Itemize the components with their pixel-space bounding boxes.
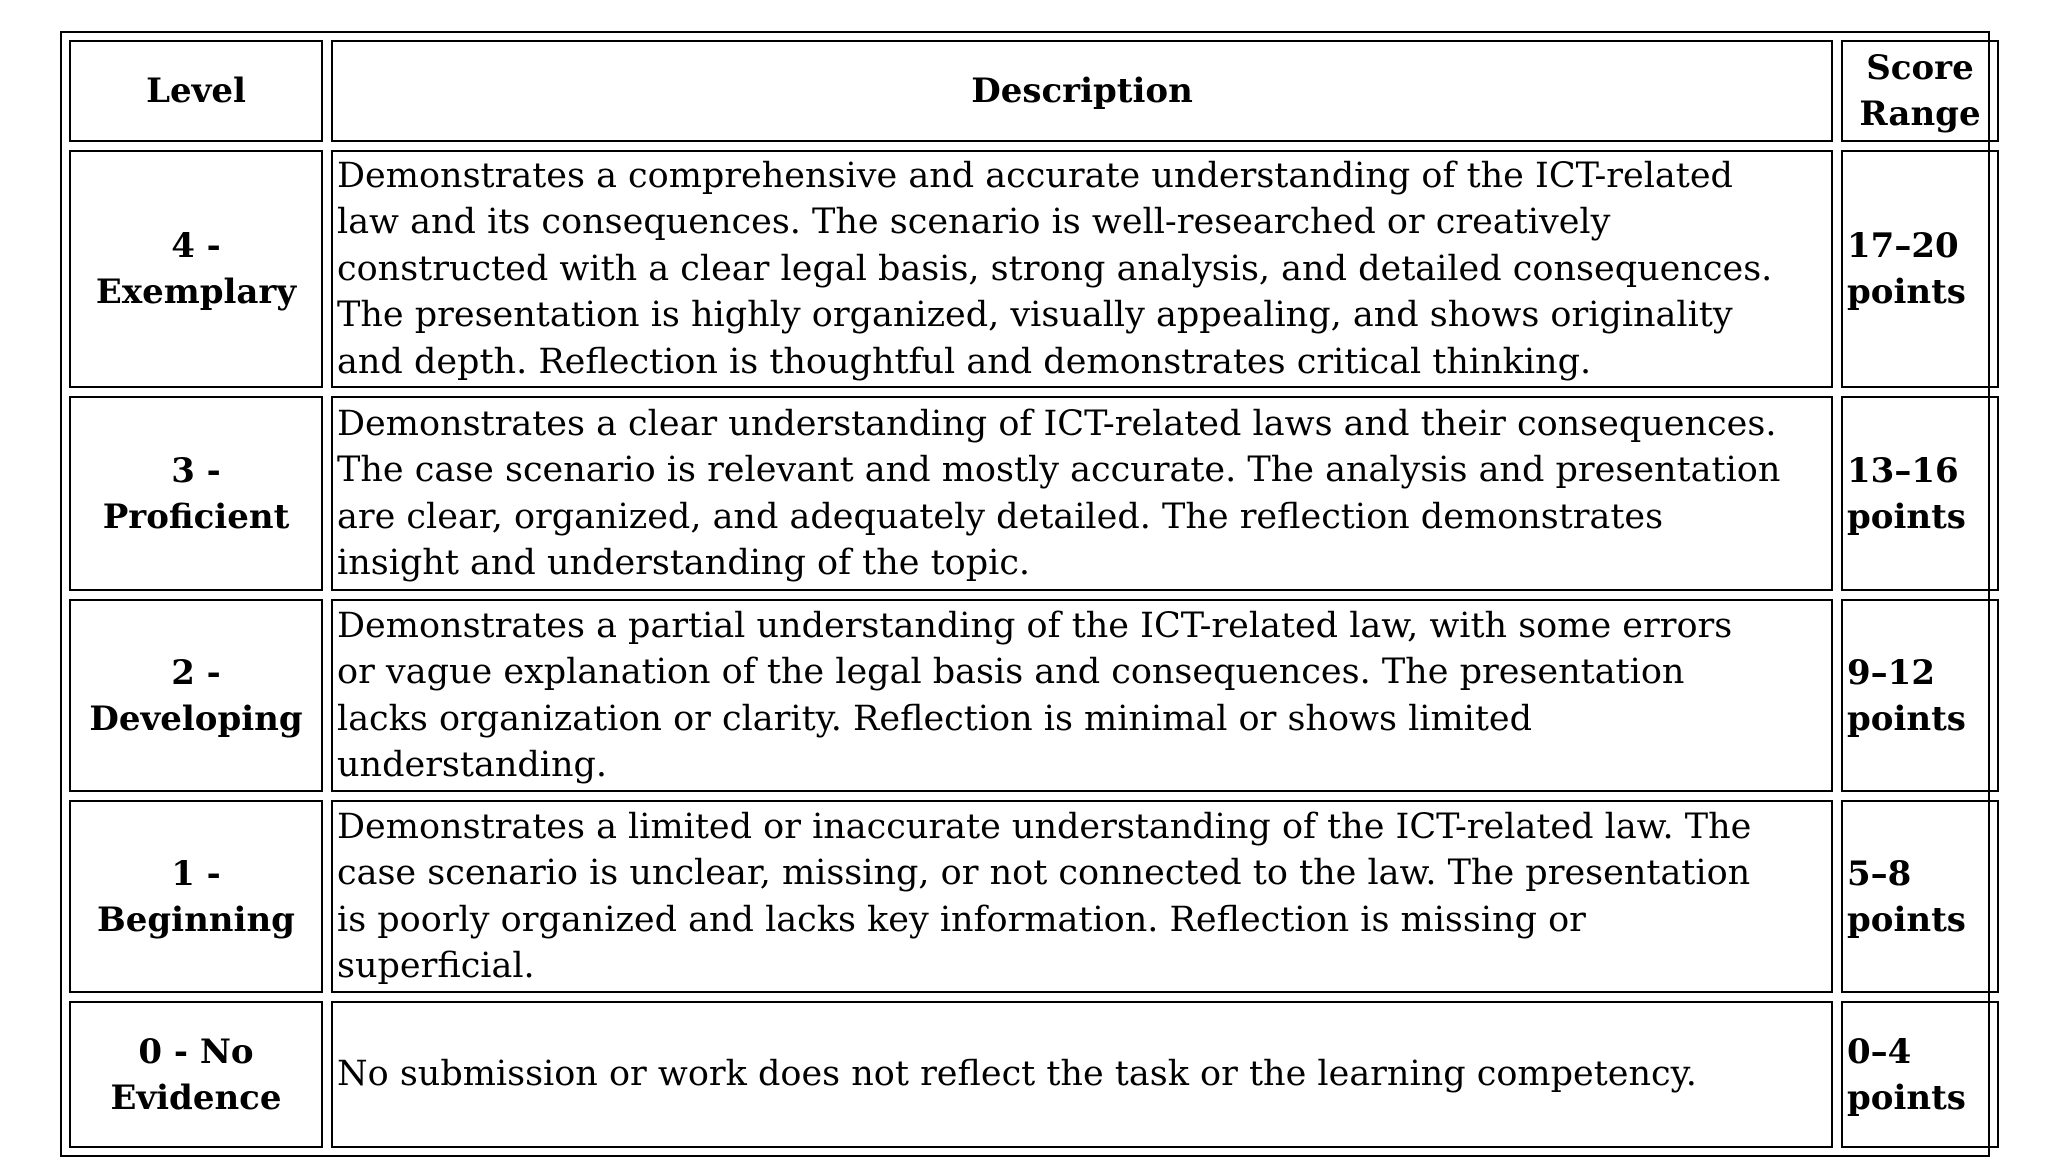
- header-score-range: [1841, 40, 1999, 142]
- description-cell: [331, 800, 1833, 993]
- level-number: 0 - No: [138, 1031, 254, 1072]
- description-line: insight and understanding of the topic.: [337, 543, 1031, 583]
- description-line: is poorly organized and lacks key information. Reflection is missing or: [337, 899, 1586, 940]
- score-unit: points: [1847, 272, 1966, 312]
- score-unit: points: [1847, 899, 1966, 940]
- score-unit: points: [1847, 496, 1966, 537]
- description-line: and depth. Reflection is thoughtful and demonstrates critical thinking.: [337, 341, 1592, 382]
- table-row: [69, 396, 1999, 591]
- table-row: [69, 150, 1999, 388]
- description-line: Demonstrates a limited or inaccurate understanding of the ICT-related law. The: [337, 806, 1752, 847]
- description-line: are clear, organized, and adequately detailed. The reflection demonstrates: [337, 496, 1664, 537]
- score-cell: [1841, 396, 1999, 591]
- score-range-value: 17–20: [1847, 226, 1959, 266]
- score-range-value: 5–8: [1847, 853, 1912, 894]
- rubric-table: [61, 32, 2007, 1156]
- level-name: Exemplary: [95, 272, 297, 312]
- table-row: [69, 800, 1999, 993]
- header-level: Level: [69, 40, 323, 142]
- description-line: superficial.: [337, 946, 535, 986]
- level-name: Evidence: [110, 1077, 282, 1118]
- description-line: law and its consequences. The scenario is well-researched or creatively: [337, 202, 1611, 243]
- score-cell: [1841, 599, 1999, 792]
- description-line: No submission or work does not reflect the task or the learning competency.: [337, 1054, 1697, 1095]
- description-line: The presentation is highly organized, visually appealing, and shows originality: [337, 295, 1733, 336]
- description-line: lacks organization or clarity. Reflection is minimal or shows limited: [337, 698, 1533, 739]
- description-line: Demonstrates a comprehensive and accurate understanding of the ICT-related: [337, 155, 1733, 196]
- level-name: Beginning: [97, 899, 295, 940]
- rubric-table-frame: [60, 31, 1990, 1157]
- level-name: Proficient: [102, 496, 290, 537]
- level-number: 4 -: [171, 226, 221, 266]
- description-cell: [331, 599, 1833, 792]
- description-cell: [331, 1001, 1833, 1148]
- header-row: [69, 40, 1999, 142]
- description-cell: [331, 150, 1833, 388]
- description-line: Demonstrates a clear understanding of ICT-related laws and their consequences.: [337, 403, 1777, 444]
- score-range-value: 13–16: [1847, 450, 1959, 491]
- description-line: case scenario is unclear, missing, or not connected to the law. The presentation: [337, 853, 1751, 893]
- description-line: Demonstrates a partial understanding of the ICT-related law, with some errors: [337, 605, 1733, 646]
- description-line: constructed with a clear legal basis, strong analysis, and detailed consequences.: [337, 248, 1773, 289]
- score-cell: [1841, 150, 1999, 388]
- level-cell: [69, 1001, 323, 1148]
- description-cell: [331, 396, 1833, 591]
- description-line: The case scenario is relevant and mostly accurate. The analysis and presentation: [337, 450, 1781, 490]
- header-description: Description: [331, 40, 1833, 142]
- header-score-line1: Score: [1866, 48, 1974, 88]
- level-cell: [69, 150, 323, 388]
- level-cell: [69, 599, 323, 792]
- level-number: 2 -: [171, 652, 221, 693]
- level-cell: [69, 800, 323, 993]
- level-number: 3 -: [171, 450, 221, 491]
- table-row: [69, 599, 1999, 792]
- score-range-value: 9–12: [1847, 652, 1935, 693]
- header-score-line2: Range: [1859, 94, 1981, 134]
- score-range-value: 0–4: [1847, 1031, 1912, 1072]
- level-name: Developing: [89, 698, 303, 739]
- score-unit: points: [1847, 1077, 1966, 1118]
- level-number: 1 -: [171, 853, 221, 894]
- description-line: understanding.: [337, 745, 608, 785]
- description-line: or vague explanation of the legal basis and consequences. The presentation: [337, 652, 1685, 692]
- score-cell: [1841, 1001, 1999, 1148]
- level-cell: [69, 396, 323, 591]
- score-unit: points: [1847, 698, 1966, 739]
- score-cell: [1841, 800, 1999, 993]
- table-row: [69, 1001, 1999, 1148]
